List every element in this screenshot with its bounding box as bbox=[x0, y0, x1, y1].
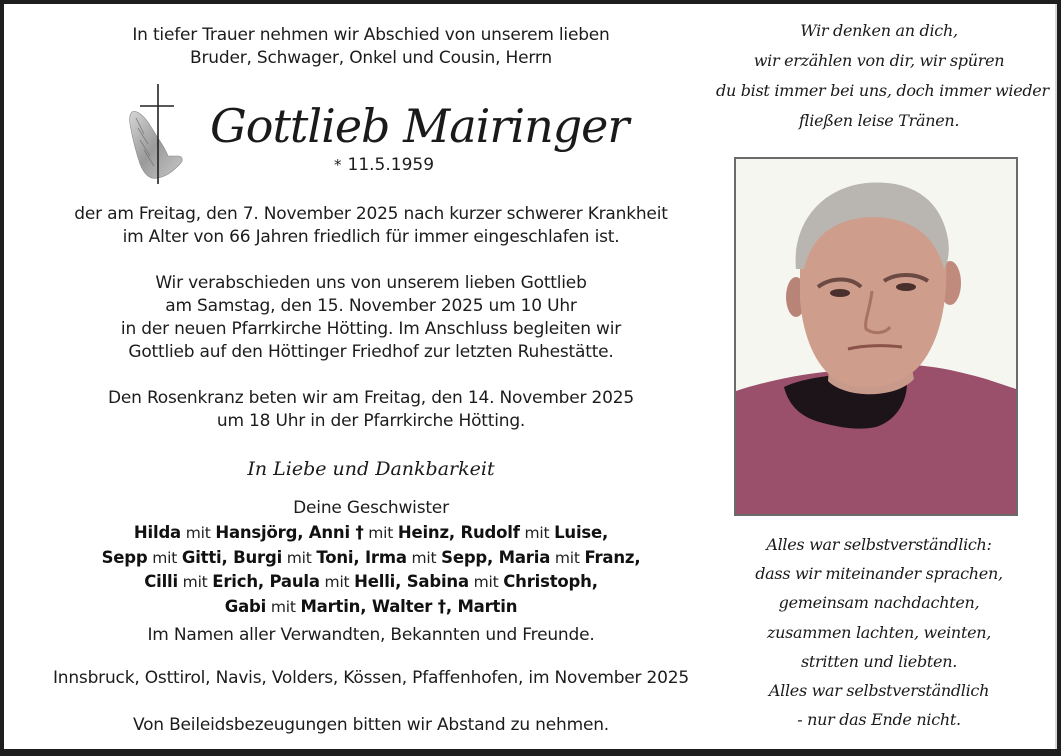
deceased-name: Gottlieb Mairinger bbox=[210, 99, 629, 153]
rosary-text bbox=[4, 387, 738, 433]
relatives-text bbox=[4, 624, 738, 647]
intro-line: In tiefer Trauer nehmen wir Abschied von unserem lieben bbox=[132, 25, 610, 45]
poem-line: du bist immer bei uns, doch immer wieder bbox=[716, 81, 1049, 100]
family-list bbox=[4, 521, 738, 619]
poem-top bbox=[716, 16, 1049, 136]
funeral-line: Gottlieb auf den Höttinger Friedhof zur letzten Ruhestätte. bbox=[128, 342, 614, 362]
poem-line: Alles war selbstverständlich: bbox=[766, 535, 992, 554]
portrait-photo bbox=[734, 157, 1018, 516]
condolence-note bbox=[4, 714, 738, 737]
funeral-line: Wir verabschieden uns von unserem lieben Gottlieb bbox=[155, 273, 587, 293]
places-line: Innsbruck, Osttirol, Navis, Volders, Kössen, Pfaffenhofen, im November 2025 bbox=[52, 668, 690, 688]
closing-phrase: In Liebe und Dankbarkeit bbox=[247, 458, 495, 480]
intro-text bbox=[4, 24, 738, 70]
poem-line: zusammen lachten, weinten, bbox=[766, 622, 992, 642]
rosary-line: um 18 Uhr in der Pfarrkirche Hötting. bbox=[216, 411, 526, 431]
poem-line: dass wir miteinander sprachen, bbox=[755, 564, 1003, 584]
intro-line: Bruder, Schwager, Onkel und Cousin, Herrn bbox=[190, 48, 552, 68]
family-heading bbox=[4, 497, 738, 520]
left-column bbox=[4, 4, 738, 749]
family-row: Cilli mit Erich, Paula mit Helli, Sabina mit Christoph, bbox=[144, 572, 598, 591]
birth-date bbox=[334, 154, 434, 176]
poem-line: gemeinsam nachdachten, bbox=[778, 593, 980, 613]
poem-bottom bbox=[716, 530, 1042, 734]
poem-line: fließen leise Tränen. bbox=[798, 111, 960, 130]
poem-line: Wir denken an dich, bbox=[800, 21, 958, 40]
passing-line: im Alter von 66 Jahren friedlich für immer eingeschlafen ist. bbox=[122, 227, 620, 247]
poem-line: stritten und liebten. bbox=[801, 651, 957, 671]
condolence-line: Von Beileidsbezeugungen bitten wir Abstand zu nehmen. bbox=[132, 715, 609, 735]
rosary-line: Den Rosenkranz beten wir am Freitag, den 14. November 2025 bbox=[108, 388, 634, 408]
family-row: Gabi mit Martin, Walter †, Martin bbox=[224, 596, 518, 616]
praying-hands-cross-icon bbox=[128, 84, 190, 188]
places-text bbox=[4, 667, 738, 690]
funeral-line: am Samstag, den 15. November 2025 um 10 Uhr bbox=[165, 296, 577, 316]
death-notice-card bbox=[4, 4, 1057, 749]
portrait-image bbox=[736, 159, 1016, 514]
passing-text bbox=[4, 203, 738, 249]
poem-line: - nur das Ende nicht. bbox=[797, 710, 961, 730]
family-row: Sepp mit Gitti, Burgi mit Toni, Irma mit Sepp, Maria mit Franz, bbox=[101, 547, 641, 567]
birth-date-value: 11.5.1959 bbox=[347, 155, 435, 175]
right-column bbox=[716, 4, 1049, 749]
relatives-line: Im Namen aller Verwandten, Bekannten und Freunde. bbox=[147, 625, 595, 645]
poem-line: Alles war selbstverständlich bbox=[768, 681, 990, 701]
family-heading-text: Deine Geschwister bbox=[293, 498, 449, 518]
birth-star-icon: * bbox=[334, 156, 342, 174]
poem-line: wir erzählen von dir, wir spüren bbox=[753, 51, 1005, 70]
funeral-text bbox=[4, 272, 738, 364]
passing-line: der am Freitag, den 7. November 2025 nach kurzer schwerer Krankheit bbox=[74, 204, 668, 224]
family-row: Hilda mit Hansjörg, Anni † mit Heinz, Rudolf mit Luise, bbox=[133, 523, 609, 542]
funeral-line: in der neuen Pfarrkirche Hötting. Im Anschluss begleiten wir bbox=[120, 319, 622, 339]
